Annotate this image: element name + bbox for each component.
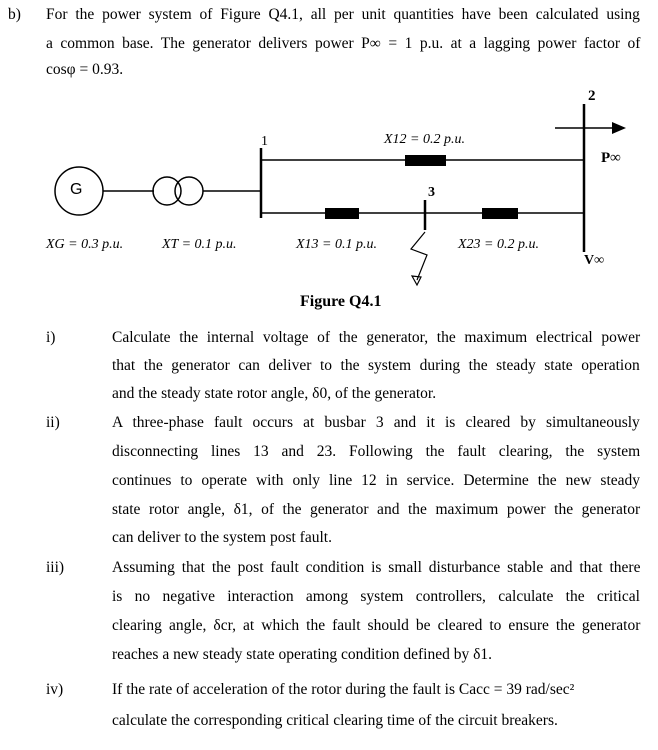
transformer-icon: [153, 177, 203, 205]
part-ii-line-5: can deliver to the system post fault.: [112, 529, 332, 546]
part-iii-label: iii): [46, 559, 65, 576]
x12-label: X12 = 0.2 p.u.: [384, 132, 465, 147]
circuit-diagram: [0, 0, 658, 300]
figure-caption: Figure Q4.1: [300, 293, 382, 310]
part-iii-line-4: reaches a new steady state operating condition defined by δ1.: [112, 646, 493, 663]
bus-3-label: 3: [428, 185, 435, 200]
v-inf-label: V∞: [584, 253, 605, 268]
intro-line-3: cosφ = 0.93.: [46, 61, 124, 78]
part-ii-line-3: continues to operate with only line 12 in service. Determine the new steady: [112, 472, 641, 489]
p-inf-label: P∞: [601, 150, 621, 166]
x13-reactance: [325, 208, 359, 219]
x13-label: X13 = 0.1 p.u.: [296, 237, 377, 252]
part-iv-label: iv): [46, 681, 64, 698]
part-i-line-1: Calculate the internal voltage of the generator, the maximum electrical power: [112, 329, 641, 346]
part-i-line-3: and the steady state rotor angle, δ0, of the generator.: [112, 385, 437, 402]
xg-label: XG = 0.3 p.u.: [46, 237, 124, 252]
part-ii-line-1: A three-phase fault occurs at busbar 3 and it is cleared by simultaneously: [112, 414, 640, 431]
bus-2-label: 2: [588, 88, 596, 104]
x12-reactance: [405, 155, 446, 166]
part-ii-line-4: state rotor angle, δ1, of the generator and the maximum power the generator: [112, 501, 641, 518]
generator-label: G: [70, 181, 83, 198]
part-ii-label: ii): [46, 414, 60, 431]
part-i-label: i): [46, 329, 56, 346]
part-iv-line-1: If the rate of acceleration of the rotor during the fault is Cacc = 39 rad/sec²: [112, 681, 575, 698]
power-arrow-icon: [612, 122, 626, 134]
part-iii-line-1: Assuming that the post fault condition is small disturbance stable and that there: [112, 559, 641, 576]
part-i-line-2: that the generator can deliver to the system during the steady state operation: [112, 357, 640, 374]
part-iii-line-2: is no negative interaction among system controllers, calculate the critical: [112, 588, 640, 605]
intro-line-2: a common base. The generator delivers power P∞ = 1 p.u. at a lagging power factor of: [46, 35, 641, 52]
x23-reactance: [482, 208, 518, 219]
intro-line-1: For the power system of Figure Q4.1, all per unit quantities have been calculated using: [46, 6, 640, 23]
bus-1-label: 1: [261, 134, 268, 149]
part-ii-line-2: disconnecting lines 13 and 23. Following the fault clearing, the system: [112, 443, 641, 460]
part-iii-line-3: clearing angle, δcr, at which the fault should be cleared to ensure the generator: [112, 617, 641, 634]
x23-label: X23 = 0.2 p.u.: [458, 237, 539, 252]
question-label: b): [8, 6, 21, 23]
xt-label: XT = 0.1 p.u.: [162, 237, 237, 252]
part-iv-line-2: calculate the corresponding critical clearing time of the circuit breakers.: [112, 712, 558, 729]
lightning-fault-icon: [411, 232, 427, 280]
